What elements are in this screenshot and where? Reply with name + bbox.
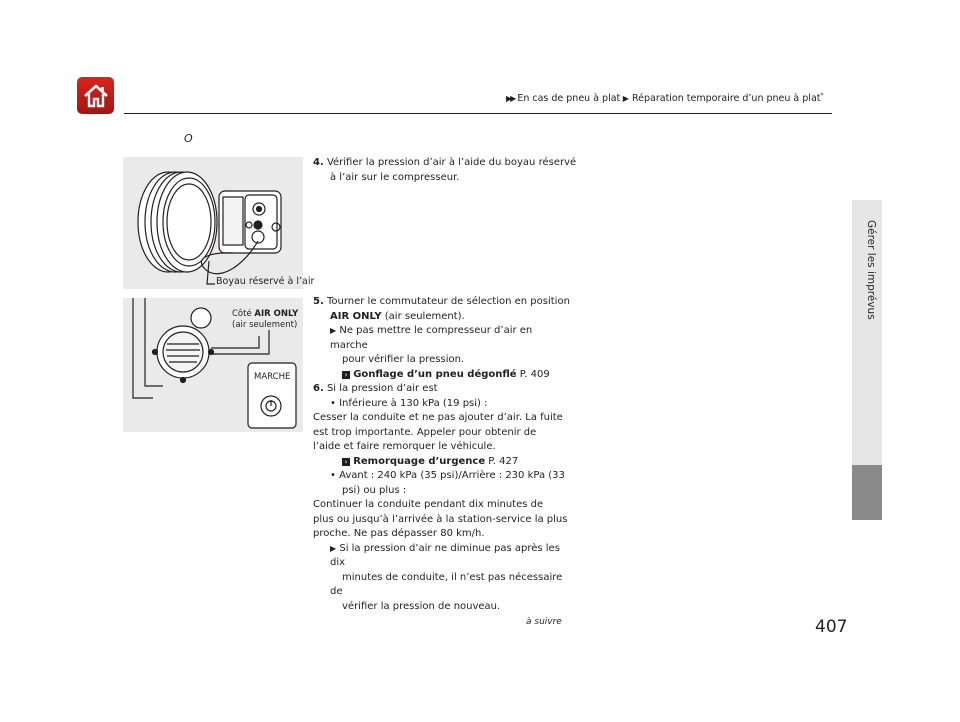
home-button[interactable] (77, 77, 114, 114)
air-only-sub: (air seulement) (232, 319, 298, 330)
step-6-text-2c: proche. Ne pas dépasser 80 km/h. (313, 528, 485, 539)
step-5-ref-page: P. 409 (516, 368, 550, 380)
step-6-bullet-2a: Avant : 240 kPa (35 psi)/Arrière : 230 kPa (33 (339, 470, 565, 481)
step-5-ref-title: Gonflage d’un pneu dégonflé (353, 368, 517, 380)
air-only-bold: AIR ONLY (254, 309, 299, 319)
breadcrumb-mark: * (820, 92, 824, 99)
breadcrumb-item-1[interactable]: En cas de pneu à plat (517, 93, 621, 105)
step-5-note-1: Ne pas mettre le compresseur d’air en marche (330, 325, 533, 351)
note-arrow-icon: ▶ (330, 326, 337, 335)
step-6-text-1b: est trop importante. Appeler pour obtenir de (313, 426, 537, 438)
header-rule (124, 113, 832, 114)
compressor-figure (123, 157, 303, 289)
step-6-text-1c: l’aide et faire remorquer le véhicule. (313, 441, 496, 452)
step-6-text-2b: plus ou jusqu’à l’arrivée à la station-service la plus (313, 513, 568, 525)
step-5-air-only: AIR ONLY (330, 310, 382, 322)
step-5-ref[interactable] (330, 369, 550, 380)
step-6-ref[interactable] (313, 456, 518, 467)
step-5-note (313, 324, 573, 382)
step-6-line-1: Si la pression d’air est (326, 383, 438, 394)
step-4 (313, 156, 576, 185)
step-6-note-1: Si la pression d’air ne diminue pas après les dix (330, 542, 560, 568)
step-6-note-2: minutes de conduite, il n’est pas nécessaire de (330, 571, 563, 597)
page-ref-icon: › (342, 458, 350, 466)
step-5 (313, 295, 573, 382)
section-tab-marker (852, 465, 882, 520)
page-number: 407 (815, 617, 848, 637)
bullet-icon: • (330, 470, 336, 481)
step-6-number: 6. (313, 383, 324, 394)
step-6 (313, 382, 573, 614)
step-5-number: 5. (313, 296, 324, 307)
step-6-ref-page: P. 427 (485, 455, 519, 467)
step-6-text-2a: Continuer la conduite pendant dix minutes de (313, 499, 544, 510)
breadcrumb-item-2[interactable]: Réparation temporaire d’un pneu à plat (631, 93, 821, 105)
section-label: Gérer les imprévus (865, 220, 877, 320)
page-ref-icon: › (342, 371, 350, 379)
step-6-ref-title: Remorquage d’urgence (353, 455, 486, 467)
step-4-line-2: à l’air sur le compresseur. (330, 171, 460, 183)
step-6-note (313, 542, 573, 615)
step-6-note-3: vérifier la pression de nouveau. (342, 600, 501, 612)
compressor-illustration (123, 157, 303, 289)
hose-label: Boyau réservé à l’air (216, 276, 315, 287)
tire-mark: O (184, 132, 193, 145)
breadcrumb (506, 92, 823, 104)
step-5-note-2: pour vérifier la pression. (342, 354, 465, 365)
step-6-bullet-1: Inférieure à 130 kPa (19 psi) : (339, 397, 488, 409)
step-5-line-1: Tourner le commutateur de sélection en position (326, 296, 570, 307)
step-6-text-1a: Cesser la conduite et ne pas ajouter d’air. La fuite (313, 412, 563, 423)
steps-5-6 (313, 295, 573, 614)
continued-label: à suivre (526, 617, 562, 627)
home-icon (82, 83, 110, 109)
breadcrumb-arrows-icon: ▶▶ (506, 94, 515, 104)
step-5-line-2: (air seulement). (381, 310, 465, 322)
breadcrumb-arrow-icon: ▶ (620, 94, 629, 104)
step-4-number: 4. (313, 157, 324, 168)
note-arrow-icon: ▶ (330, 543, 337, 553)
step-6-bullet-2b: psi) ou plus : (342, 484, 407, 496)
air-only-prefix: Côté (232, 309, 255, 319)
bullet-icon: • (330, 397, 336, 409)
marche-label: MARCHE (254, 372, 291, 382)
step-4-line-1: Vérifier la pression d’air à l’aide du boyau réservé (326, 157, 577, 168)
air-only-label (232, 309, 298, 330)
